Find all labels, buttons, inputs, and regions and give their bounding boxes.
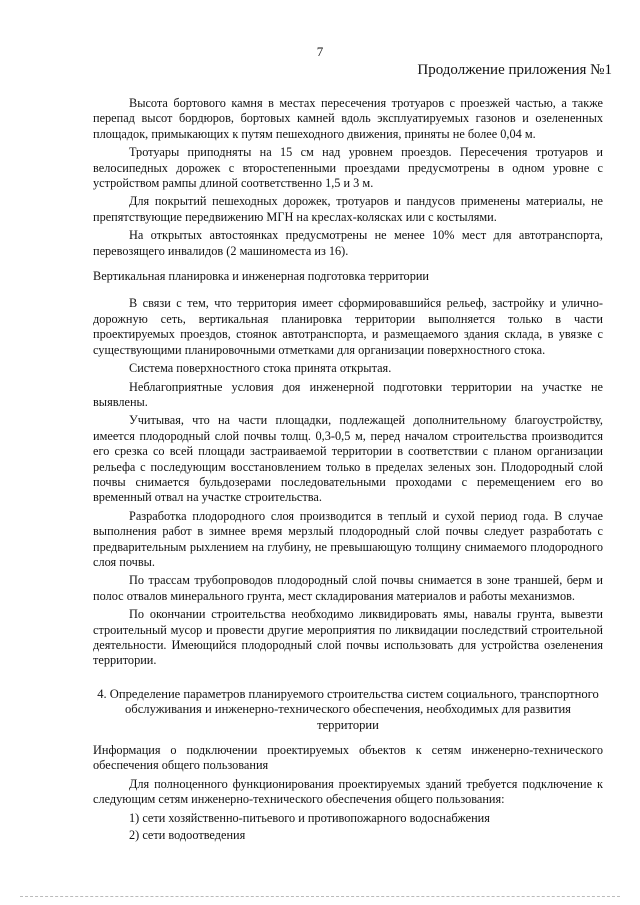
- info-paragraph: Для полноценного функционирования проектируемых зданий требуется подключение к следующим сетям инженерно-технического обеспечения общего пользования:: [93, 776, 603, 807]
- paragraph-completion: По окончании строительства необходимо ликвидировать ямы, навалы грунта, вывезти строительный мусор и провести другие мероприятия по ликвидации последствий строительной деятельности. Имеющийся плодородный слой почвы использовать для устройства озеленения территории.: [93, 607, 603, 668]
- paragraph-pipelines: По трассам трубопроводов плодородный слой почвы снимается в зоне траншей, берм и полос отвалов минерального грунта, мест складирования материалов и работы механизмов.: [93, 573, 603, 603]
- page-bottom-divider: [20, 896, 620, 897]
- paragraph-relief: В связи с тем, что территория имеет сформировавшийся рельеф, застройку и улично-дорожную сеть, вертикальная планировка территории выполняется только в части проектируемых проездов, стоянок автотранспорта, и размещаемого здания склада, в увязке с существующими планировочными отметками для организации поверхностного стока.: [93, 296, 603, 357]
- section-title-vertical-planning: Вертикальная планировка и инженерная подготовка территории: [93, 269, 430, 284]
- paragraph-surfaces: Для покрытий пешеходных дорожек, тротуаров и пандусов применены материалы, не препятствующие передвижению МГН на креслах-колясках или с костылями.: [93, 194, 603, 224]
- paragraph-runoff: Система поверхностного стока принята открытая.: [129, 361, 392, 376]
- paragraph-curb-height: Высота бортового камня в местах пересечения тротуаров с проезжей частью, а также перепад высот бордюров, бортовых камней вдоль эксплуатируемых газонов и озелененных площадок, примыкающих к путям пешеходного движения, приняты не более 0,04 м.: [93, 96, 603, 141]
- info-title: Информация о подключении проектируемых объектов к сетям инженерно-технического обеспечения общего пользования: [93, 743, 603, 773]
- section-4-heading: 4. Определение параметров планируемого строительства систем социального, транспортного обслуживания и инженерно-технического обеспечения, необходимых для развития территории: [97, 686, 599, 732]
- appendix-continuation-note: Продолжение приложения №1: [417, 62, 612, 78]
- paragraph-topsoil: Учитывая, что на части площадки, подлежащей дополнительному благоустройству, имеется плодородный слой почвы толщ. 0,3-0,5 м, перед началом строительства производится его срезка со всей площади застраиваемой территории в соответствии с планом организации рельефа с последующим восстановлением только в пределах зеленых зон. Плодородный слой почвы снимается бульдозерами последовательными проходами с перемещением его во временный отвал на участке строительства.: [93, 413, 603, 505]
- page-number: 7: [316, 44, 324, 59]
- paragraph-parking: На открытых автостоянках предусмотрены не менее 10% мест для автотранспорта, перевозящего инвалидов (2 машиноместа из 16).: [93, 228, 603, 258]
- paragraph-topsoil-season: Разработка плодородного слоя производится в теплый и сухой период года. В случае выполнения работ в зимнее время мерзлый плодородный слой почвы следует разработать с предварительным рыхлением на глубину, не превышающую толщину снимаемого плодородного слоя почвы.: [93, 508, 603, 569]
- list-item: 2) сети водоотведения: [129, 828, 246, 843]
- document-body: [93, 96, 603, 845]
- list-item: 1) сети хозяйственно-питьевого и противопожарного водоснабжения: [129, 810, 490, 825]
- paragraph-sidewalks: Тротуары приподняты на 15 см над уровнем проездов. Пересечения тротуаров и велосипедных дорожек с второстепенными проездами предусмотрены в одном уровне с устройством рампы длиной соответственно 1,5 и 3 м.: [93, 145, 603, 191]
- paragraph-conditions: Неблагоприятные условия доя инженерной подготовки территории на участке не выявлены.: [93, 379, 603, 409]
